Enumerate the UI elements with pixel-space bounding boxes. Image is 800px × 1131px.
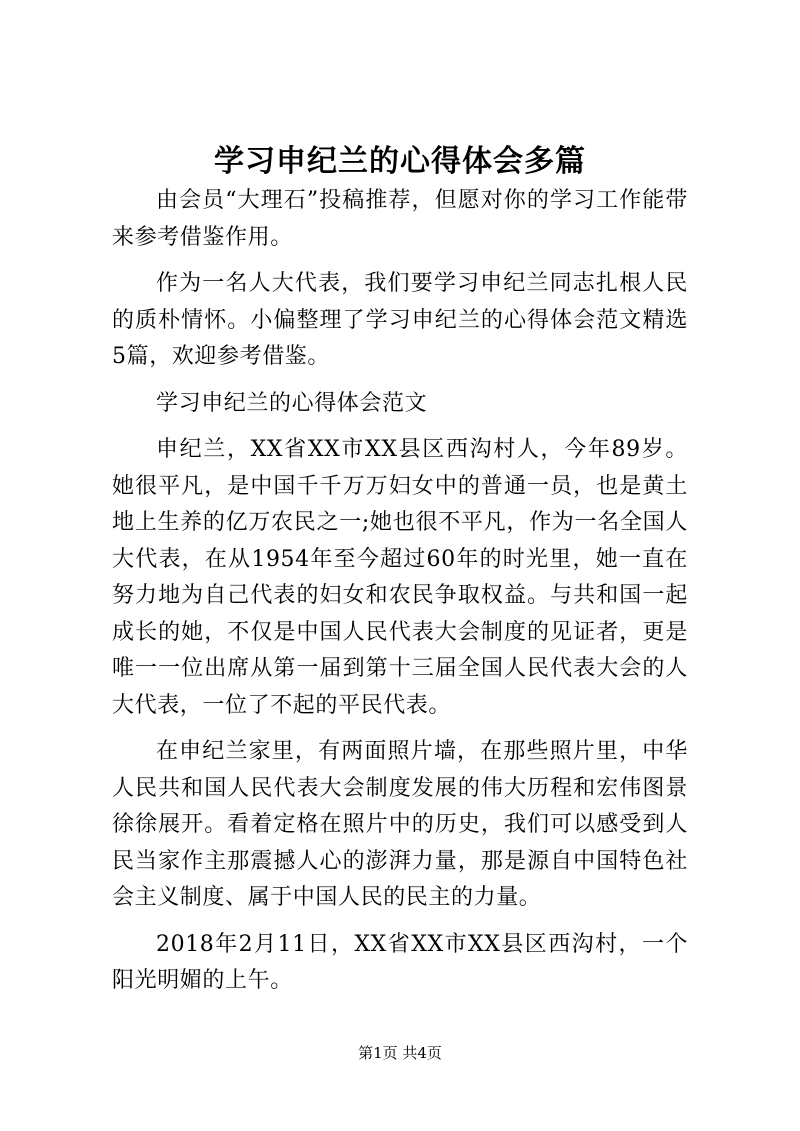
paragraph-summary: 作为一名人大代表，我们要学习申纪兰同志扎根人民的质朴情怀。小偏整理了学习申纪兰的心得体会范文精选5篇，欢迎参考借鉴。 (112, 271, 688, 369)
paragraph-date: 2018年2月11日，XX省XX市XX县区西沟村，一个阳光明媚的上午。 (112, 931, 688, 993)
paragraph-biography: 申纪兰，XX省XX市XX县区西沟村人，今年89岁。她很平凡，是中国千千万万妇女中的普通一员，也是黄土地上生养的亿万农民之一;她也很不平凡，作为一名全国人大代表，在从1954年至今超过60年的时光里，她一直在努力地为自己代表的妇女和农民争取权益。与共和国一起成长的她，不仅是中国人民代表大会制度的见证者，更是唯一一位出席从第一届到第十三届全国人民代表大会的人大代表，一位了不起的平民代表。 (112, 437, 688, 718)
paragraph-intro: 由会员“大理石”投稿推荐，但愿对你的学习工作能带来参考借鉴作用。 (112, 188, 688, 250)
paragraph-photo-wall: 在申纪兰家里，有两面照片墙，在那些照片里，中华人民共和国人民代表大会制度发展的伟大历程和宏伟图景徐徐展开。看着定格在照片中的历史，我们可以感受到人民当家作主那震撼人心的澎湃力量，那是源自中国特色社会主义制度、属于中国人民的民主的力量。 (112, 739, 688, 910)
page-number-footer: 第1页 共4页 (358, 1044, 442, 1062)
paragraph-subheading: 学习申纪兰的心得体会范文 (156, 390, 428, 416)
document-body (112, 183, 688, 1010)
document-title: 学习申纪兰的心得体会多篇 (214, 144, 586, 179)
